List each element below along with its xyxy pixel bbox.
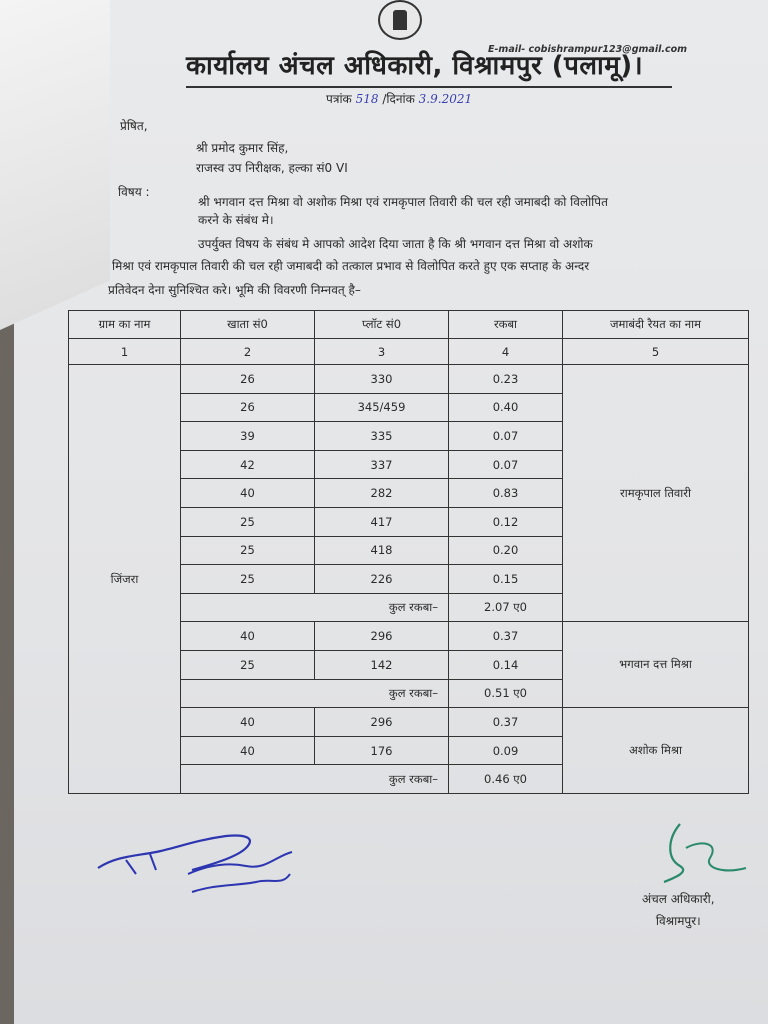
khata-cell: 40 bbox=[180, 707, 315, 737]
rakba-cell: 0.14 bbox=[448, 650, 563, 680]
title-underline bbox=[186, 86, 672, 88]
date-value: 3.9.2021 bbox=[418, 92, 473, 106]
subject-label: विषय : bbox=[118, 185, 150, 199]
total-label-cell: कुल रकबा– bbox=[180, 679, 449, 709]
plot-cell: 418 bbox=[314, 536, 449, 566]
ref-number: 518 bbox=[355, 92, 379, 106]
khata-cell: 40 bbox=[180, 736, 315, 766]
khata-cell: 40 bbox=[180, 478, 315, 508]
rakba-cell: 0.12 bbox=[448, 507, 563, 537]
paragraph-line-3: प्रतिवेदन देना सुनिश्चित करे। भूमि की विवरणी निम्नवत् है– bbox=[108, 283, 361, 297]
rakba-cell: 0.37 bbox=[448, 621, 563, 651]
column-number: 5 bbox=[562, 338, 749, 365]
plot-cell: 417 bbox=[314, 507, 449, 537]
plot-cell: 282 bbox=[314, 478, 449, 508]
column-header: जमाबंदी रैयत का नाम bbox=[562, 310, 749, 339]
khata-cell: 26 bbox=[180, 393, 315, 423]
column-header: प्लॉट सं0 bbox=[314, 310, 449, 339]
plot-cell: 330 bbox=[314, 364, 449, 394]
plot-cell: 296 bbox=[314, 707, 449, 737]
rakba-cell: 0.07 bbox=[448, 450, 563, 480]
plot-cell: 226 bbox=[314, 564, 449, 594]
plot-cell: 345/459 bbox=[314, 393, 449, 423]
rakba-cell: 0.23 bbox=[448, 364, 563, 394]
subject-line-2: करने के संबंध मे। bbox=[198, 213, 274, 227]
raiyat-name-cell: रामकृपाल तिवारी bbox=[562, 364, 749, 622]
rakba-cell: 0.83 bbox=[448, 478, 563, 508]
column-header: रकबा bbox=[448, 310, 563, 339]
land-details-table bbox=[68, 310, 748, 828]
officer-designation bbox=[642, 888, 715, 932]
total-rakba-cell: 2.07 ए0 bbox=[448, 593, 563, 623]
office-email: E-mail- cobishrampur123@gmail.com bbox=[488, 44, 687, 55]
plot-cell: 142 bbox=[314, 650, 449, 680]
village-name-cell: जिंजरा bbox=[68, 364, 181, 794]
plot-cell: 176 bbox=[314, 736, 449, 766]
total-label-cell: कुल रकबा– bbox=[180, 764, 449, 794]
rakba-cell: 0.15 bbox=[448, 564, 563, 594]
date-label: /दिनांक bbox=[382, 92, 415, 106]
khata-cell: 42 bbox=[180, 450, 315, 480]
rakba-cell: 0.40 bbox=[448, 393, 563, 423]
raiyat-name-cell: अशोक मिश्रा bbox=[562, 707, 749, 794]
plot-cell: 296 bbox=[314, 621, 449, 651]
khata-cell: 25 bbox=[180, 650, 315, 680]
total-rakba-cell: 0.46 ए0 bbox=[448, 764, 563, 794]
ref-label: पत्रांक bbox=[326, 92, 352, 106]
recipient-post: राजस्व उप निरीक्षक, हल्का सं0 VI bbox=[196, 161, 348, 175]
reference-line bbox=[326, 90, 472, 107]
khata-cell: 25 bbox=[180, 564, 315, 594]
office-title: कार्यालय अंचल अधिकारी, विश्रामपुर (पलामू)। bbox=[186, 51, 644, 81]
khata-cell: 40 bbox=[180, 621, 315, 651]
officer-line-1: अंचल अधिकारी, bbox=[642, 892, 715, 906]
total-rakba-cell: 0.51 ए0 bbox=[448, 679, 563, 709]
paragraph-line-1: उपर्युक्त विषय के संबंध मे आपको आदेश दिया जाता है कि श्री भगवान दत्त मिश्रा वो अशोक bbox=[198, 237, 593, 251]
column-number: 2 bbox=[180, 338, 315, 365]
signature-receiver bbox=[96, 826, 306, 906]
khata-cell: 39 bbox=[180, 421, 315, 451]
column-number: 4 bbox=[448, 338, 563, 365]
state-emblem-icon bbox=[378, 0, 422, 40]
folded-sheet-corner bbox=[0, 0, 110, 330]
khata-cell: 26 bbox=[180, 364, 315, 394]
column-number: 1 bbox=[68, 338, 181, 365]
rakba-cell: 0.09 bbox=[448, 736, 563, 766]
officer-line-2: विश्रामपुर। bbox=[655, 914, 701, 928]
column-header: खाता सं0 bbox=[180, 310, 315, 339]
rakba-cell: 0.07 bbox=[448, 421, 563, 451]
rakba-cell: 0.20 bbox=[448, 536, 563, 566]
paragraph-line-2: मिश्रा एवं रामकृपाल तिवारी की चल रही जमाबदी को तत्काल प्रभाव से विलोपित करते हुए एक सप्ताह के अन्दर bbox=[112, 259, 590, 273]
total-label-cell: कुल रकबा– bbox=[180, 593, 449, 623]
subject-line-1: श्री भगवान दत्त मिश्रा वो अशोक मिश्रा एवं रामकृपाल तिवारी की चल रही जमाबदी को विलोपित bbox=[198, 195, 608, 209]
raiyat-name-cell: भगवान दत्त मिश्रा bbox=[562, 621, 749, 708]
column-number: 3 bbox=[314, 338, 449, 365]
column-header: ग्राम का नाम bbox=[68, 310, 181, 339]
khata-cell: 25 bbox=[180, 536, 315, 566]
recipient-name: श्री प्रमोद कुमार सिंह, bbox=[196, 141, 289, 155]
khata-cell: 25 bbox=[180, 507, 315, 537]
plot-cell: 335 bbox=[314, 421, 449, 451]
plot-cell: 337 bbox=[314, 450, 449, 480]
signature-officer bbox=[650, 818, 760, 898]
rakba-cell: 0.37 bbox=[448, 707, 563, 737]
to-label: प्रेषित, bbox=[120, 119, 148, 133]
